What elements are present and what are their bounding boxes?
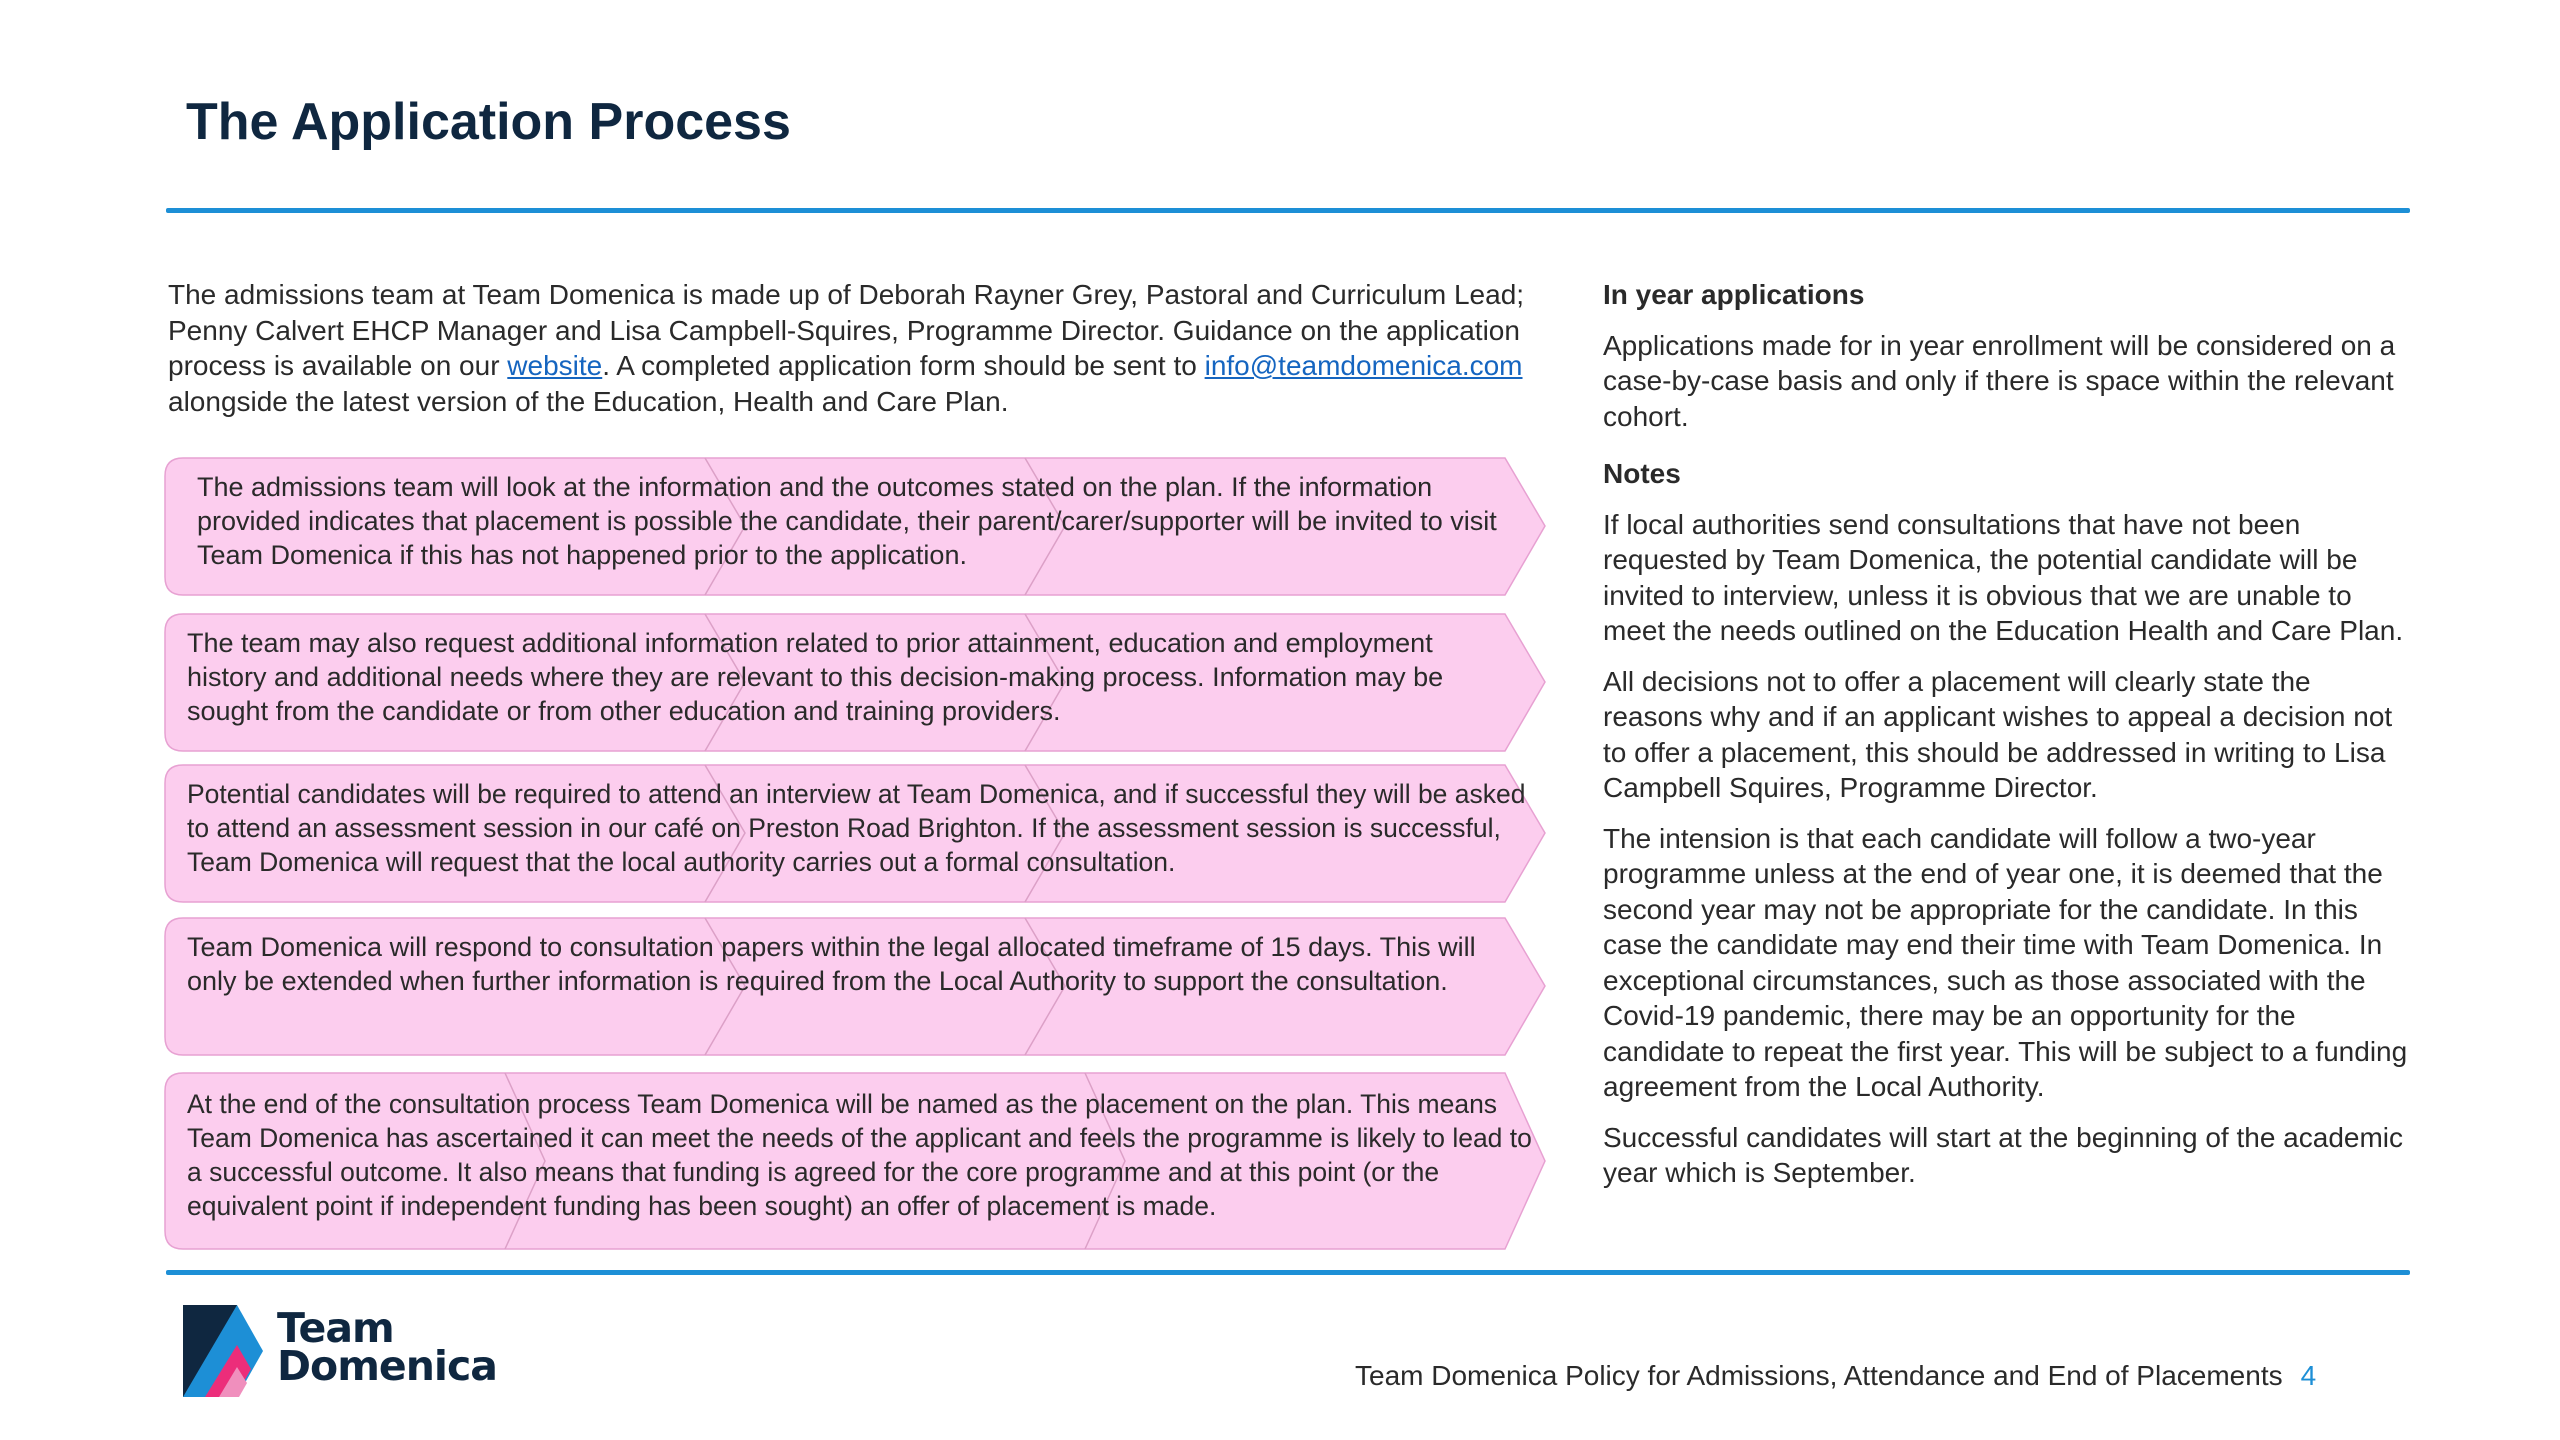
page-title: The Application Process xyxy=(186,93,791,151)
email-link[interactable]: info@teamdomenica.com xyxy=(1204,350,1523,381)
logo-wordmark: Team Domenica xyxy=(277,1304,497,1390)
step-text: Potential candidates will be required to attend an interview at Team Domenica, and if successful they will be asked to attend an assessment session in our café on Preston Road Brighton. If the assessment session is successful, Team Domenica will request that the local authority carries out a formal consultation. xyxy=(187,779,1526,877)
step-text: At the end of the consultation process Team Domenica will be named as the placement on the plan. This means Team Domenica has ascertained it can meet the needs of the applicant and feels the programme is likely to lead to a successful outcome. It also means that funding is agreed for the core programme and at this point (or the equivalent point if independent funding has been sought) an offer of placement is made. xyxy=(187,1089,1532,1221)
intro-paragraph xyxy=(168,277,1538,419)
note-paragraph: If local authorities send consultations that have not been requested by Team Domenica, the potential candidate will be invited to interview, unless it is obvious that we are unable to meet the needs outlined on the Education Health and Care Plan. xyxy=(1603,508,2404,646)
process-step xyxy=(165,1073,1545,1249)
note-paragraph: Successful candidates will start at the beginning of the academic year which is September. xyxy=(1603,1121,2404,1188)
step-text: The admissions team will look at the information and the outcomes stated on the plan. If the information provided indicates that placement is possible the candidate, their parent/carer/supporter will be invited to visit Team Domenica if this has not happened prior to the application. xyxy=(197,472,1497,570)
sidebar-notes xyxy=(1603,277,2413,1206)
notes-heading: Notes xyxy=(1603,458,1681,489)
website-link[interactable]: website xyxy=(507,350,603,381)
process-step xyxy=(165,765,1545,902)
intro-text: The admissions team at Team Domenica is made up of Deborah Rayner Grey, Pastoral and Curriculum Lead; Penny Calvert EHCP Manager and Lisa Campbell-Squires, Programme Director. Guidance on the application process is available on our xyxy=(168,279,1525,381)
logo-mark-icon xyxy=(175,1305,271,1397)
page-number: 4 xyxy=(2300,1360,2317,1391)
intro-text-end: alongside the latest version of the Education, Health and Care Plan. xyxy=(168,385,1009,417)
bottom-divider xyxy=(166,1270,2410,1275)
process-step xyxy=(165,458,1545,595)
in-year-text: Applications made for in year enrollment will be considered on a case-by-case basis and only if there is space within the relevant cohort. xyxy=(1603,329,2396,432)
team-domenica-logo xyxy=(175,1305,505,1405)
footer-text: Team Domenica Policy for Admissions, Attendance and End of Placements xyxy=(1355,1360,2283,1391)
note-paragraph: The intension is that each candidate will follow a two-year programme unless at the end of year one, it is deemed that the second year may not be appropriate for the candidate. In this case the candidate may end their time with Team Domenica. In exceptional circumstances, such as those associated with the Covid-19 pandemic, there may be an opportunity for the candidate to repeat the first year. This will be subject to a funding agreement from the Local Authority. xyxy=(1603,822,2408,1102)
step-text: The team may also request additional information related to prior attainment, education and employment history and additional needs where they are relevant to this decision-making process. Information may be sought from the candidate or from other education and training providers. xyxy=(187,628,1444,726)
step-text: Team Domenica will respond to consultation papers within the legal allocated timeframe of 15 days. This will only be extended when further information is required from the Local Authority to support the consultation. xyxy=(187,932,1476,996)
process-step xyxy=(165,614,1545,751)
process-step xyxy=(165,918,1545,1055)
in-year-heading: In year applications xyxy=(1603,279,1865,310)
intro-text-cont: . A completed application form should be sent to xyxy=(602,350,1205,381)
page-footer xyxy=(1355,1360,2316,1392)
note-paragraph: All decisions not to offer a placement will clearly state the reasons why and if an applicant wishes to appeal a decision not to offer a placement, this should be addressed in writing to Lisa Campbell Squires, Programme Director. xyxy=(1603,665,2393,803)
top-divider xyxy=(166,208,2410,213)
